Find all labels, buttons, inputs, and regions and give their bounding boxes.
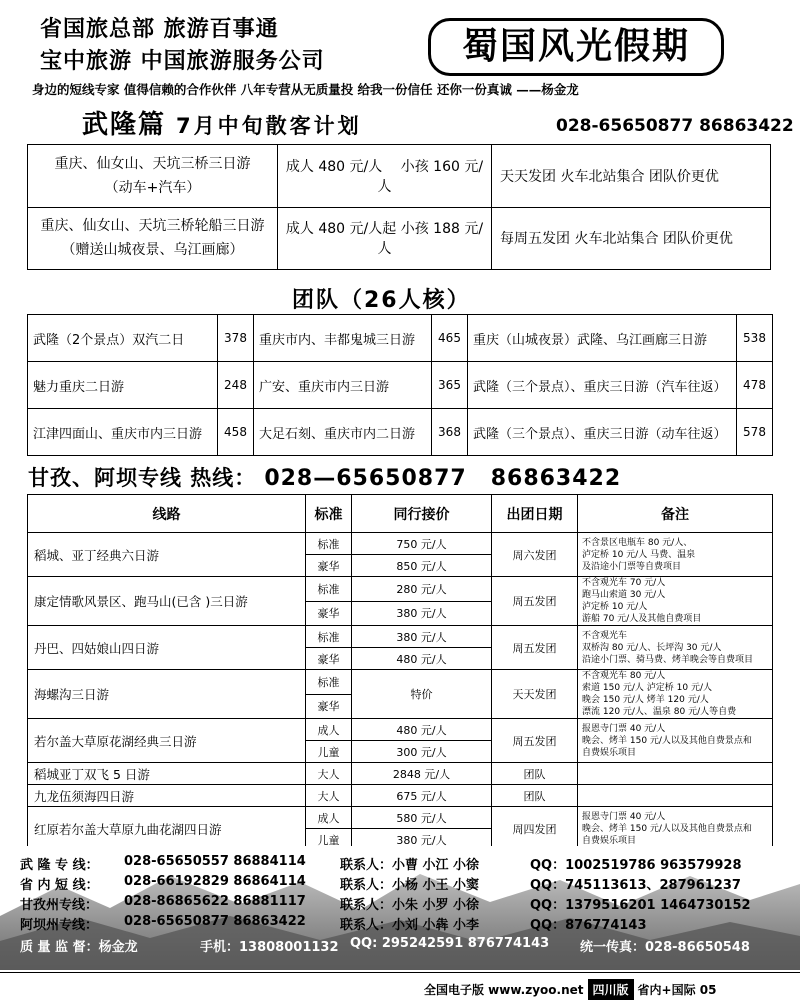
contact-phones: 028-65650557 86884114 xyxy=(124,854,306,869)
quality-label: 质 量 监 督：杨金龙 xyxy=(20,940,138,955)
contact-qq: QQ：745113613、287961237 xyxy=(530,878,741,893)
team-route: 武隆（三个景点）、重庆三日游（汽车往返） xyxy=(468,362,737,409)
ganzi-route-table xyxy=(27,494,773,851)
col-price: 同行接价 xyxy=(352,495,492,533)
team-route: 魅力重庆二日游 xyxy=(28,362,218,409)
ganzi-title-label: 甘孜、阿坝专线 热线： xyxy=(28,466,257,490)
table-row xyxy=(28,785,773,807)
table-row xyxy=(28,409,773,456)
team-route: 大足石刻、重庆市内二日游 xyxy=(254,409,432,456)
table-row xyxy=(28,315,773,362)
quality-fax: 统一传真：028-86650548 xyxy=(580,940,750,955)
table-row xyxy=(28,577,773,602)
route-name: 重庆、仙女山、天坑三桥轮船三日游 xyxy=(40,218,265,235)
team-price: 465 xyxy=(432,315,468,362)
route-name: 九龙伍须海四日游 xyxy=(28,785,306,807)
team-route: 武隆（三个景点）、重庆三日游（动车往返） xyxy=(468,409,737,456)
price-cell: 850 元/人 xyxy=(352,555,492,577)
contact-people: 联系人：小曹 小江 小徐 xyxy=(340,858,480,873)
route-detail: （动车+汽车） xyxy=(104,179,201,196)
date-cell: 团队 xyxy=(492,763,578,785)
date-cell: 周六发团 xyxy=(492,533,578,577)
team-price: 248 xyxy=(218,362,254,409)
footer-site: 全国电子版 www.zyoo.net xyxy=(424,983,584,997)
brand-logo: 蜀国风光假期 xyxy=(428,18,724,76)
price-cell: 380 元/人 xyxy=(352,626,492,648)
route-name: 海螺沟三日游 xyxy=(28,670,306,719)
std-cell: 豪华 xyxy=(306,601,352,626)
note-cell xyxy=(578,785,773,807)
std-cell: 豪华 xyxy=(306,555,352,577)
route-name: 康定情歌风景区、跑马山(已含 )三日游 xyxy=(28,577,306,626)
table-row xyxy=(28,533,773,555)
price-cell: 380 元/人 xyxy=(352,829,492,851)
contact-qq: QQ：876774143 xyxy=(530,918,647,933)
team-price: 378 xyxy=(218,315,254,362)
price-cell: 750 元/人 xyxy=(352,533,492,555)
std-cell: 成人 xyxy=(306,807,352,829)
route-name: 稻城亚丁双飞 5 日游 xyxy=(28,763,306,785)
contact-people: 联系人：小杨 小王 小窦 xyxy=(340,878,480,893)
date-cell: 周五发团 xyxy=(492,577,578,626)
team-price: 478 xyxy=(737,362,773,409)
table-row xyxy=(28,626,773,648)
note-cell: 报恩寺门票 40 元/人 晚会、烤羊 150 元/人以及其他自费景点和 自费娱乐项目 xyxy=(578,807,773,851)
std-cell: 儿童 xyxy=(306,829,352,851)
col-date: 出团日期 xyxy=(492,495,578,533)
price-cell: 280 元/人 xyxy=(352,577,492,602)
sanke-table xyxy=(27,144,771,270)
contact-people: 联系人：小刘 小犇 小李 xyxy=(340,918,480,933)
team-route: 广安、重庆市内三日游 xyxy=(254,362,432,409)
contact-people: 联系人：小朱 小罗 小徐 xyxy=(340,898,480,913)
contact-phones: 028-66192829 86864114 xyxy=(124,874,306,889)
std-cell: 儿童 xyxy=(306,741,352,763)
team-route: 江津四面山、重庆市内三日游 xyxy=(28,409,218,456)
note-cell xyxy=(578,763,773,785)
date-cell: 周五发团 xyxy=(492,626,578,670)
ganzi-phone-1: 028—65650877 xyxy=(264,466,467,491)
team-title: 团队（26人核） xyxy=(292,288,471,313)
table-row xyxy=(28,362,773,409)
contact-label: 甘孜州专线： xyxy=(20,898,99,913)
note-cell: 报恩寺门票 40 元/人 晚会、烤羊 150 元/人以及其他自费景点和 自费娱乐项目 xyxy=(578,719,773,763)
edition-badge: 四川版 xyxy=(588,979,634,1000)
table-row xyxy=(28,145,771,208)
note-cell: 天天发团 火车北站集合 团队价更优 xyxy=(492,145,771,208)
price-cell: 2848 元/人 xyxy=(352,763,492,785)
date-cell: 周四发团 xyxy=(492,807,578,851)
contact-label: 省 内 短 线： xyxy=(20,878,99,893)
team-route: 重庆（山城夜景）武隆、乌江画廊三日游 xyxy=(468,315,737,362)
note-cell: 不含观光车 双桥沟 80 元/人、长坪沟 30 元/人 沿途小门票、骑马费、烤羊晚会等自费项目 xyxy=(578,626,773,670)
table-row xyxy=(28,807,773,829)
quality-mobile: 手机：13808001132 xyxy=(200,940,339,955)
price-cell: 480 元/人 xyxy=(352,719,492,741)
note-cell: 每周五发团 火车北站集合 团队价更优 xyxy=(492,207,771,270)
std-cell: 标准 xyxy=(306,577,352,602)
price-cell: 300 元/人 xyxy=(352,741,492,763)
contact-phones: 028-86865622 86881117 xyxy=(124,894,306,909)
wulong-title xyxy=(82,104,362,141)
contacts-section xyxy=(0,846,800,970)
std-cell: 豪华 xyxy=(306,648,352,670)
price-cell: 成人 480 元/人起 小孩 188 元/人 xyxy=(278,207,492,270)
wulong-phone: 028-65650877 86863422 xyxy=(556,116,794,136)
wulong-title-main: 武隆篇 xyxy=(82,110,167,140)
col-route: 线路 xyxy=(28,495,306,533)
slogan: 身边的短线专家 值得信赖的合作伙伴 八年专营从无质量投 给我一份信任 还你一份真诚 ——杨金龙 xyxy=(32,82,579,97)
route-name: 稻城、亚丁经典六日游 xyxy=(28,533,306,577)
table-row xyxy=(28,670,773,695)
price-cell: 675 元/人 xyxy=(352,785,492,807)
contact-qq: QQ：1379516201 1464730152 xyxy=(530,898,751,913)
std-cell: 标准 xyxy=(306,533,352,555)
price-cell: 580 元/人 xyxy=(352,807,492,829)
footer xyxy=(0,972,800,1000)
team-price: 368 xyxy=(432,409,468,456)
route-cell xyxy=(28,145,278,208)
contact-qq: QQ：1002519786 963579928 xyxy=(530,858,742,873)
std-cell: 标准 xyxy=(306,670,352,695)
agency-line-2: 宝中旅游 中国旅游服务公司 xyxy=(40,49,325,74)
contact-label: 阿坝州专线： xyxy=(20,918,99,933)
date-cell: 团队 xyxy=(492,785,578,807)
route-detail: （赠送山城夜景、乌江画廊） xyxy=(61,242,244,259)
contact-label: 武 隆 专 线： xyxy=(20,858,99,873)
team-price: 458 xyxy=(218,409,254,456)
price-cell: 成人 480 元/人 小孩 160 元/人 xyxy=(278,145,492,208)
col-std: 标准 xyxy=(306,495,352,533)
ganzi-title xyxy=(28,462,621,492)
std-cell: 大人 xyxy=(306,763,352,785)
agency-line-1: 省国旅总部 旅游百事通 xyxy=(40,17,279,42)
route-name: 重庆、仙女山、天坑三桥三日游 xyxy=(54,155,251,172)
team-route: 重庆市内、丰都鬼城三日游 xyxy=(254,315,432,362)
team-price: 578 xyxy=(737,409,773,456)
std-cell: 成人 xyxy=(306,719,352,741)
price-cell: 380 元/人 xyxy=(352,601,492,626)
footer-text xyxy=(424,979,716,1000)
table-header-row xyxy=(28,495,773,533)
team-price: 538 xyxy=(737,315,773,362)
table-row xyxy=(28,763,773,785)
wulong-subtitle: 7月中旬散客计划 xyxy=(176,114,362,138)
date-cell: 周五发团 xyxy=(492,719,578,763)
table-row xyxy=(28,207,771,270)
table-row xyxy=(28,719,773,741)
footer-edition: 省内+国际 05 xyxy=(637,983,717,997)
col-note: 备注 xyxy=(578,495,773,533)
team-table xyxy=(27,314,773,456)
ganzi-phone-2: 86863422 xyxy=(490,466,622,491)
route-name: 若尔盖大草原花湖经典三日游 xyxy=(28,719,306,763)
contact-phones: 028-65650877 86863422 xyxy=(124,914,306,929)
std-cell: 标准 xyxy=(306,626,352,648)
price-cell: 480 元/人 xyxy=(352,648,492,670)
date-cell: 天天发团 xyxy=(492,670,578,719)
std-cell: 大人 xyxy=(306,785,352,807)
price-cell: 特价 xyxy=(352,670,492,719)
header xyxy=(0,0,800,140)
route-name: 红原若尔盖大草原九曲花湖四日游 xyxy=(28,807,306,851)
note-cell: 不含景区电瓶车 80 元/人、 泸定桥 10 元/人 马费、温泉 及沿途小门票等自费项目 xyxy=(578,533,773,577)
team-route: 武隆（2个景点）双汽二日 xyxy=(28,315,218,362)
note-cell: 不含观光车 80 元/人 索道 150 元/人 泸定桥 10 元/人 晚会 150 元/人 烤羊 120 元/人 漂流 120 元/人、温泉 80 元/人等自费 xyxy=(578,670,773,719)
std-cell: 豪华 xyxy=(306,694,352,719)
route-cell xyxy=(28,207,278,270)
quality-qq: QQ: 295242591 876774143 xyxy=(350,936,550,951)
route-name: 丹巴、四姑娘山四日游 xyxy=(28,626,306,670)
team-price: 365 xyxy=(432,362,468,409)
note-cell: 不含观光车 70 元/人 跑马山索道 30 元/人 泸定桥 10 元/人 游船 70 元/人及其他自费项目 xyxy=(578,577,773,626)
